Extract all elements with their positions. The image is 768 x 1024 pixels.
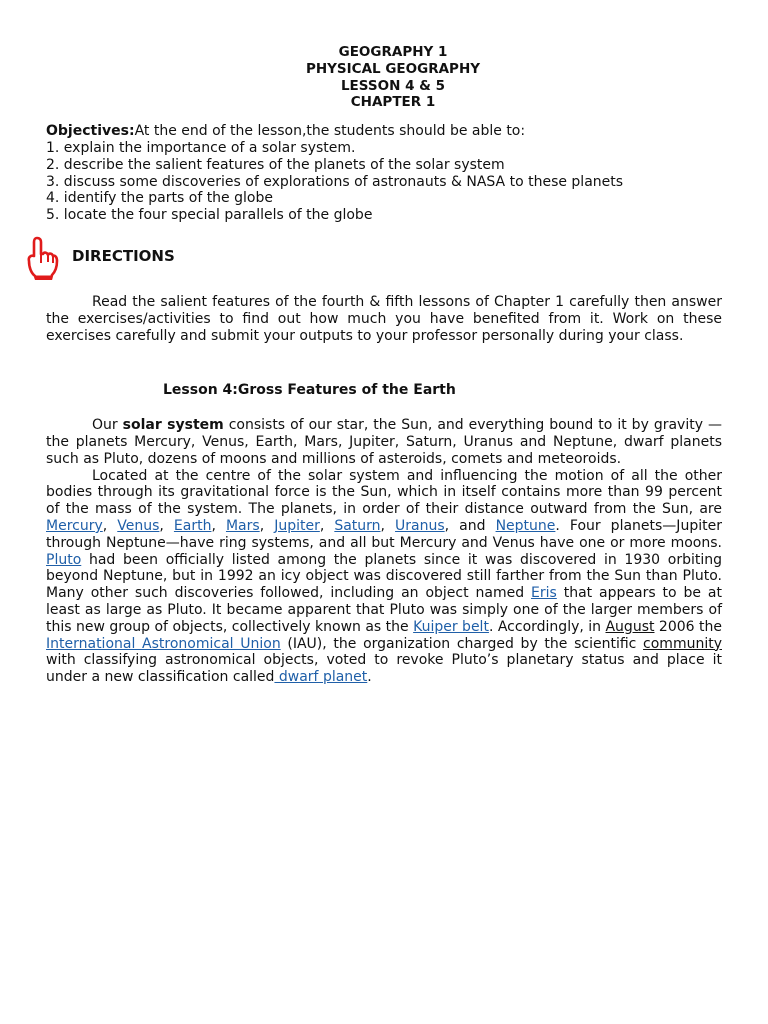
- objectives-label: Objectives:: [46, 123, 135, 140]
- objectives-section: [46, 123, 722, 224]
- link-saturn[interactable]: Saturn: [334, 517, 381, 534]
- link-mercury[interactable]: Mercury: [46, 517, 103, 534]
- objective-item: 3. discuss some discoveries of explorations of astronauts & NASA to these planets: [46, 173, 624, 190]
- link-neptune[interactable]: Neptune: [495, 517, 556, 534]
- link-kuiper-belt[interactable]: Kuiper belt: [413, 618, 489, 635]
- august-term: August: [605, 618, 655, 635]
- objective-item: 5. locate the four special parallels of the globe: [46, 207, 373, 224]
- directions-text: Read the salient features of the fourth & fifth lessons of Chapter 1 carefully then answer the exercises/activities to find out how much you have benefited from it. Work on these exercises carefully and submit your outputs to your professor personally during your class.: [46, 293, 722, 344]
- link-eris[interactable]: Eris: [531, 585, 557, 602]
- document-header: [64, 44, 722, 111]
- lesson-number: LESSON 4 & 5: [340, 77, 446, 94]
- link-mars[interactable]: Mars: [225, 517, 260, 534]
- link-iau[interactable]: International Astronomical Union: [46, 635, 281, 652]
- link-uranus[interactable]: Uranus: [395, 517, 445, 534]
- directions-header: [46, 236, 722, 278]
- solar-system-term: solar system: [122, 417, 224, 434]
- course-title: GEOGRAPHY 1: [338, 44, 448, 60]
- directions-title: DIRECTIONS: [72, 246, 175, 265]
- document-page: [46, 44, 722, 686]
- link-dwarf-planet[interactable]: dwarf planet: [274, 669, 368, 686]
- link-pluto[interactable]: Pluto: [46, 551, 82, 568]
- chapter-number: CHAPTER 1: [350, 94, 436, 111]
- link-earth[interactable]: Earth: [173, 517, 212, 534]
- lesson-title: Lesson 4:Gross Features of the Earth: [163, 382, 456, 399]
- pointing-hand-icon: [26, 236, 60, 280]
- community-term: community: [643, 635, 722, 652]
- objective-item: 4. identify the parts of the globe: [46, 190, 273, 207]
- lesson-paragraph-2: Located at the centre of the solar system and influencing the motion of all the other bodies through its gravitational force is the Sun, which in itself contains more than 99 percent of the mass of the system. The planets, in order of their distance outward from the Sun, are Mercury, Venus, Earth, Mars, Jupiter, Saturn, Uranus, and Neptune. Four planets—Jupiter through Neptune—have ring systems, and all but Mercury and Venus have one or more moons. Pluto had been officially listed among the planets since it was discovered in 1930 orbiting beyond Neptune, but in 1992 an icy object was discovered still farther from the Sun than Pluto. Many other such discoveries followed, including an object named Eris that appears to be at least as large as Pluto. It became apparent that Pluto was simply one of the larger members of this new group of objects, collectively known as the Kuiper belt. Accordingly, in August 2006 the International Astronomical Union (IAU), the organization charged by the scientific community with classifying astronomical objects, voted to revoke Pluto’s planetary status and place it under a new classification called dwarf planet.: [46, 467, 722, 686]
- link-venus[interactable]: Venus: [117, 517, 160, 534]
- objective-item: 2. describe the salient features of the planets of the solar system: [46, 156, 505, 173]
- lesson-paragraph-1: Our solar system consists of our star, the Sun, and everything bound to it by gravity — the planets Mercury, Venus, Earth, Mars, Jupiter, Saturn, Uranus and Neptune, dwarf planets such as Pluto, dozens of moons and millions of asteroids, comets and meteoroids.: [46, 417, 722, 467]
- subject-title: PHYSICAL GEOGRAPHY: [305, 60, 481, 77]
- objective-item: 1. explain the importance of a solar system.: [46, 139, 356, 156]
- objectives-intro: Objectives:At the end of the lesson,the students should be able to:: [46, 123, 526, 140]
- link-jupiter[interactable]: Jupiter: [274, 517, 320, 534]
